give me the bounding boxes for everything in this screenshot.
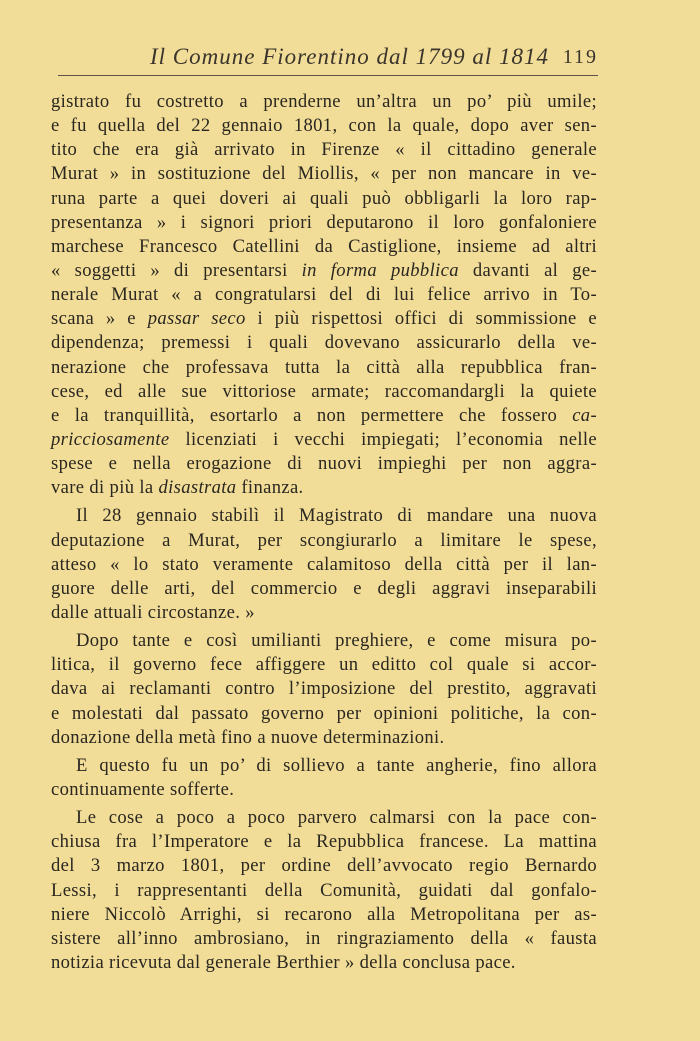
body-text	[51, 90, 597, 975]
italic-text: passar seco	[147, 308, 246, 330]
text-run: spese e nella erogazione di nuovi impieghi per non aggra-	[51, 453, 597, 475]
text-line	[51, 601, 597, 625]
text-line	[51, 806, 597, 830]
italic-text: ca-	[572, 404, 597, 426]
text-run: nerazione che professava tutta la città alla repubblica fran-	[51, 356, 597, 378]
text-run: davanti al ge-	[458, 259, 597, 281]
text-line	[51, 283, 597, 307]
text-run: marchese Francesco Catellini da Castiglione, insieme ad altri	[51, 235, 597, 257]
text-run: Dopo tante e così umilianti preghiere, e come misura po-	[76, 630, 597, 652]
text-run: presentanza » i signori priori deputarono il loro gonfaloniere	[51, 211, 597, 233]
text-line	[51, 307, 597, 331]
text-line	[51, 114, 597, 138]
text-run: gistrato fu costretto a prenderne un’altra un po’ più umile;	[51, 91, 597, 112]
paragraph	[51, 90, 597, 500]
text-line	[51, 452, 597, 476]
text-run: runa parte a quei doveri ai quali può obbligarli la loro rap-	[51, 187, 597, 209]
text-run: tito che era già arrivato in Firenze « il cittadino generale	[51, 139, 597, 161]
text-line	[51, 702, 597, 726]
text-line	[51, 211, 597, 235]
running-head	[58, 44, 598, 74]
text-run: del 3 marzo 1801, per ordine dell’avvocato regio Bernardo	[51, 855, 597, 877]
text-line	[51, 380, 597, 404]
text-line	[51, 529, 597, 553]
text-run: dalle attuali circostanze. »	[51, 601, 255, 623]
text-line	[51, 951, 597, 975]
text-run: Le cose a poco a poco parvero calmarsi con la pace con-	[76, 807, 597, 829]
running-title: Il Comune Fiorentino dal 1799 al 1814	[150, 44, 550, 69]
text-line	[51, 428, 597, 452]
text-line	[51, 331, 597, 355]
text-run: i più rispettosi offici di sommissione e	[245, 308, 597, 330]
text-run: scana » e	[51, 308, 148, 330]
paragraph	[51, 806, 597, 975]
text-run: guore delle arti, del commercio e degli aggravi inseparabili	[51, 577, 597, 599]
text-run: chiusa fra l’Imperatore e la Repubblica francese. La mattina	[51, 831, 597, 853]
text-line	[51, 404, 597, 428]
text-run: donazione della metà fino a nuove determinazioni.	[51, 726, 445, 748]
header-rule	[58, 75, 598, 76]
text-run: dava ai reclamanti contro l’imposizione del prestito, aggravati	[51, 678, 597, 700]
text-run: e molestati dal passato governo per opinioni politiche, la con-	[51, 702, 597, 724]
text-run: Lessi, i rappresentanti della Comunità, guidati dal gonfalo-	[51, 879, 597, 901]
italic-text: pricciosamente	[51, 428, 170, 450]
text-run: finanza.	[236, 477, 304, 499]
text-line	[51, 677, 597, 701]
text-run: Murat » in sostituzione del Miollis, « per non mancare in ve-	[51, 163, 597, 185]
paragraph	[51, 504, 597, 625]
text-run: deputazione a Murat, per scongiurarlo a limitare le spese,	[51, 529, 597, 551]
text-run: niere Niccolò Arrighi, si recarono alla Metropolitana per as-	[51, 903, 597, 925]
text-run: litica, il governo fece affiggere un editto col quale si accor-	[51, 654, 597, 676]
text-run: licenziati i vecchi impiegati; l’economia nelle	[169, 428, 597, 450]
text-line	[51, 553, 597, 577]
text-run: dipendenza; premessi i quali dovevano assicurarlo della ve-	[51, 332, 597, 354]
paragraph	[51, 629, 597, 750]
text-run: notizia ricevuta dal generale Berthier » della conclusa pace.	[51, 951, 516, 973]
text-line	[51, 577, 597, 601]
text-run: cese, ed alle sue vittoriose armate; raccomandargli la quiete	[51, 380, 597, 402]
text-run: atteso « lo stato veramente calamitoso della città per il lan-	[51, 553, 597, 575]
text-run: continuamente sofferte.	[51, 778, 235, 800]
text-line	[51, 162, 597, 186]
text-line	[51, 476, 597, 500]
text-line	[51, 259, 597, 283]
text-line	[51, 879, 597, 903]
text-run: E questo fu un po’ di sollievo a tante angherie, fino allora	[76, 754, 597, 776]
text-run: sistere all’inno ambrosiano, in ringraziamento della « fausta	[51, 927, 597, 949]
text-line	[51, 629, 597, 653]
paragraph	[51, 754, 597, 802]
text-line	[51, 187, 597, 211]
text-line	[51, 854, 597, 878]
text-run: Il 28 gennaio stabilì il Magistrato di mandare una nuova	[76, 505, 597, 527]
italic-text: disastrata	[158, 477, 237, 499]
text-run: e la tranquillità, esortarlo a non permettere che fossero	[51, 404, 573, 426]
text-line	[51, 830, 597, 854]
text-line	[51, 653, 597, 677]
text-run: « soggetti » di presentarsi	[51, 259, 302, 281]
text-run: nerale Murat « a congratularsi del di lui felice arrivo in To-	[51, 284, 597, 306]
text-line	[51, 235, 597, 259]
text-run: e fu quella del 22 gennaio 1801, con la quale, dopo aver sen-	[51, 115, 597, 137]
text-line	[51, 903, 597, 927]
text-line	[51, 504, 597, 528]
page-number: 119	[562, 46, 598, 68]
text-run: vare di più la	[51, 477, 159, 499]
text-line	[51, 726, 597, 750]
text-line	[51, 778, 597, 802]
text-line	[51, 754, 597, 778]
text-line	[51, 90, 597, 114]
text-line	[51, 138, 597, 162]
italic-text: in forma pubblica	[301, 259, 459, 281]
text-line	[51, 927, 597, 951]
text-line	[51, 356, 597, 380]
